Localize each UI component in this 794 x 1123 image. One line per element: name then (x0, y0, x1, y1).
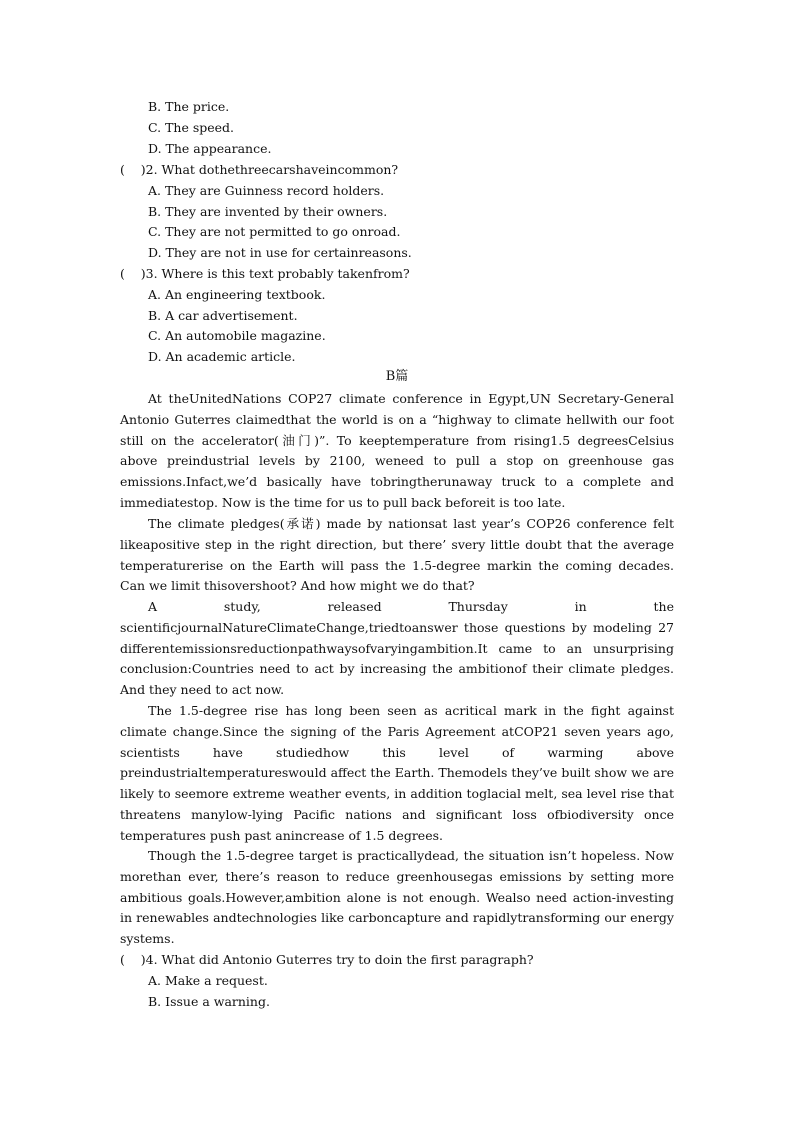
q3-option-b: B. A car advertisement. (148, 308, 298, 323)
passage-paragraph-3: A study, released Thursday in the scientificjournalNatureClimateChange,triedtoanswer those questions by modeling 27 differentemissionsreductionpathwaysofvaryingambition.It came to an unsurprising conclusion:Countries need to act by increasing the ambitionof their climate pledges. And they need to act now. (120, 599, 674, 698)
q4-option-b: B. Issue a warning. (148, 994, 270, 1009)
q2-stem: ( )2. What dothethreecarshaveincommon? (120, 162, 399, 177)
q1-option-b: B. The price. (148, 99, 230, 114)
q2-option-c: C. They are not permitted to go onroad. (148, 224, 401, 239)
passage-paragraph-5: Though the 1.5-degree target is practicallydead, the situation isn’t hopeless. Now morethan ever, there’s reason to reduce greenhousegas emissions by setting more ambitious goals.However,ambition alone is not enough. Wealso need action-investing in renewables andtechnologies like carboncapture and rapidlytransforming our energy systems. (120, 848, 674, 947)
q2-option-b: B. They are invented by their owners. (148, 204, 388, 219)
q3-stem: ( )3. Where is this text probably takenfrom? (120, 266, 410, 281)
q2-option-d: D. They are not in use for certainreasons. (148, 245, 412, 260)
q3-option-c: C. An automobile magazine. (148, 328, 326, 343)
passage-paragraph-2: The climate pledges(承诺) made by nationsat last year’s COP26 conference felt likeapositive step in the right direction, but there’ svery little doubt that the average temperaturerise on the Earth will pass the 1.5-degree markin the coming decades. Can we limit thisovershoot? And how might we do that? (120, 516, 674, 594)
q1-option-c: C. The speed. (148, 120, 235, 135)
section-title: B篇 (385, 369, 409, 384)
passage-paragraph-1: At theUnitedNations COP27 climate conference in Egypt,UN Secretary-General Antonio Guterres claimedthat the world is on a “highway to climate hellwith our foot still on the accelerator(油门)”. To keeptemperature from rising1.5 degreesCelsius above preindustrial levels by 2100, weneed to pull a stop on greenhouse gas emissions.Infact,we’d basically have tobringtherunaway truck to a complete and immediatestop. Now is the time for us to pull back beforeit is too late. (120, 391, 674, 510)
q4-option-a: A. Make a request. (148, 973, 268, 988)
q2-option-a: A. They are Guinness record holders. (148, 183, 385, 198)
q1-option-d: D. The appearance. (148, 141, 272, 156)
q3-option-d: D. An academic article. (148, 349, 296, 364)
passage-paragraph-4: The 1.5-degree rise has long been seen as acritical mark in the fight against climate change.Since the signing of the Paris Agreement atCOP21 seven years ago, scientists have studiedhow this level of warming above preindustrialtemperatureswould affect the Earth. Themodels they’ve built show we are likely to seemore extreme weather events, in addition toglacial melt, sea level rise that threatens manylow-lying Pacific nations and significant loss ofbiodiversity once temperatures push past anincrease of 1.5 degrees. (120, 703, 674, 843)
q4-stem: ( )4. What did Antonio Guterres try to doin the first paragraph? (120, 952, 534, 967)
q3-option-a: A. An engineering textbook. (148, 287, 326, 302)
